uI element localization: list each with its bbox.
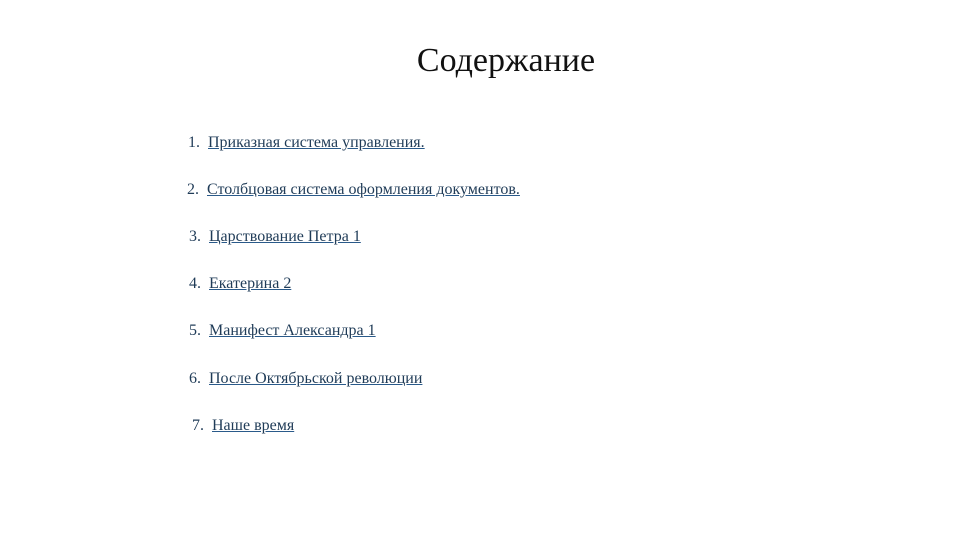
toc-label: Царствование Петра 1 — [209, 228, 361, 245]
toc-link-2[interactable] — [187, 181, 520, 199]
toc-link-5[interactable] — [189, 322, 376, 340]
toc-link-6[interactable] — [189, 370, 422, 388]
toc-number: 3. — [189, 228, 201, 245]
toc-link-4[interactable] — [189, 275, 291, 293]
toc-link-3[interactable] — [189, 228, 361, 246]
toc-link-1[interactable] — [188, 134, 425, 152]
toc-number: 5. — [189, 322, 201, 339]
toc-label: Манифест Александра 1 — [209, 322, 376, 339]
toc-label: После Октябрьской революции — [209, 370, 423, 387]
page-title: Содержание — [416, 42, 596, 79]
toc-label: Екатерина 2 — [209, 275, 292, 292]
toc-number: 6. — [189, 370, 201, 387]
toc-number: 2. — [187, 181, 199, 198]
toc-link-7[interactable] — [192, 417, 294, 435]
toc-label: Столбцовая система оформления документов. — [207, 181, 520, 198]
toc-number: 1. — [188, 134, 200, 151]
toc-number: 4. — [189, 275, 201, 292]
toc-label: Наше время — [212, 417, 295, 434]
toc-number: 7. — [192, 417, 204, 434]
toc-label: Приказная система управления. — [208, 134, 425, 151]
